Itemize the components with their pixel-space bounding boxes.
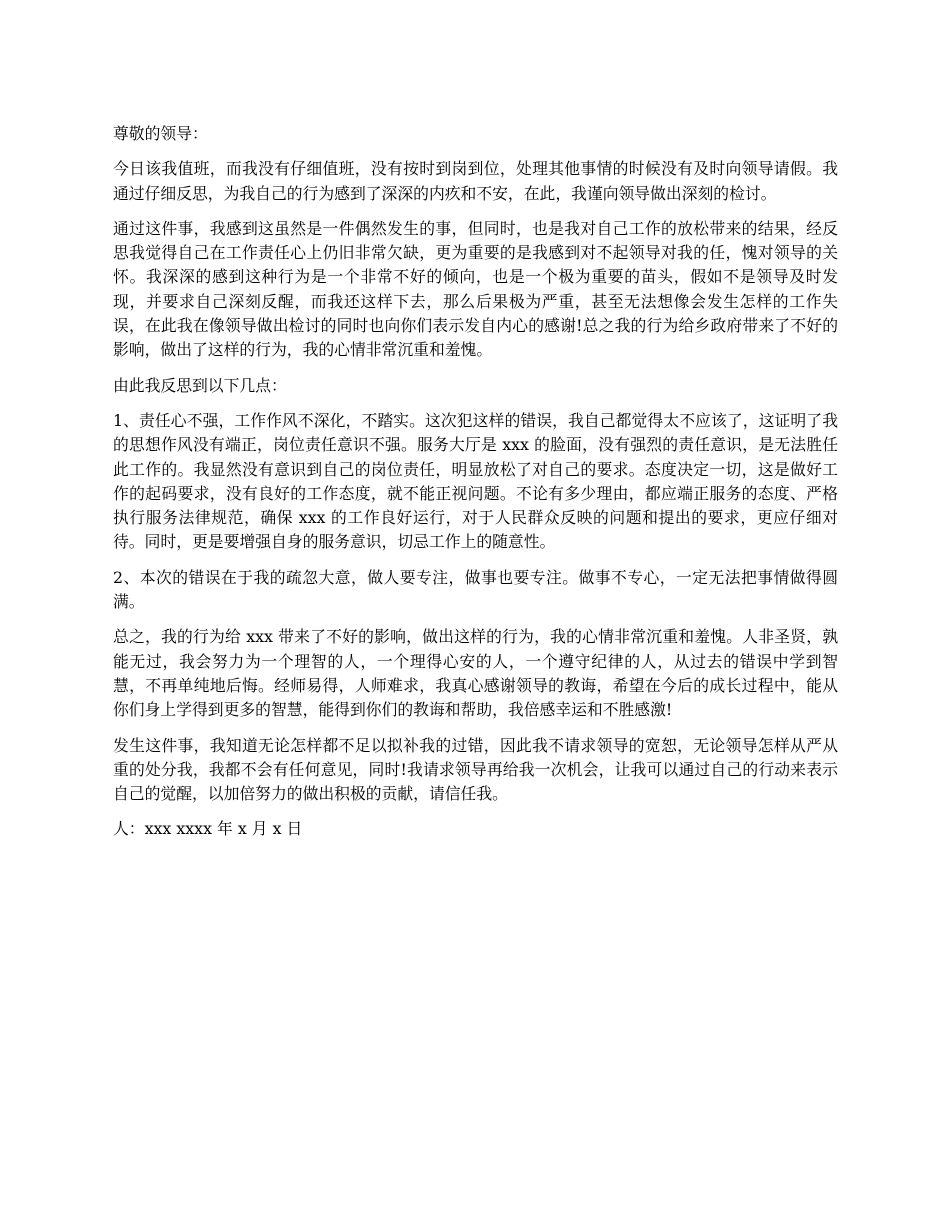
paragraph-5: 2、本次的错误在于我的疏忽大意，做人要专注，做事也要专注。做事不专心，一定无法把事情做得圆满。	[113, 567, 838, 612]
paragraph-1: 今日该我值班，而我没有仔细值班，没有按时到岗到位，处理其他事情的时候没有及时向领导请假。我通过仔细反思，为我自己的行为感到了深深的内疚和不安，在此，我谨向领导做出深刻的检讨。	[113, 159, 838, 203]
paragraph-7: 发生这件事，我知道无论怎样都不足以拟补我的过错，因此我不请求领导的宽恕，无论领导怎样从严从重的处分我，我都不会有任何意见，同时!我请求领导再给我一次机会，让我可以通过自己的行动来表示自己的觉醒，以加倍努力的做出积极的贡献，请信任我。	[113, 735, 838, 804]
paragraph-6: 总之，我的行为给 xxx 带来了不好的影响，做出这样的行为，我的心情非常沉重和羞愧。人非圣贤，孰能无过，我会努力为一个理智的人，一个理得心安的人，一个遵守纪律的人，从过去的错误中学到智慧，不再单纯地后悔。经师易得，人师难求，我真心感谢领导的教诲，希望在今后的成长过程中，能从你们身上学得到更多的智慧，能得到你们的教诲和帮助，我倍感幸运和不胜感激!	[113, 627, 838, 720]
paragraph-2: 通过这件事，我感到这虽然是一件偶然发生的事，但同时，也是我对自己工作的放松带来的结果，经反思我觉得自己在工作责任心上仍旧非常欠缺，更为重要的是我感到对不起领导对我的任，愧对领导的关怀。我深深的感到这种行为是一个非常不好的倾向，也是一个极为重要的苗头，假如不是领导及时发现，并要求自己深刻反醒，而我还这样下去，那么后果极为严重，甚至无法想像会发生怎样的工作失误，在此我在像领导做出检讨的同时也向你们表示发自内心的感谢!总之我的行为给乡政府带来了不好的影响，做出了这样的行为，我的心情非常沉重和羞愧。	[113, 218, 838, 360]
document-body	[113, 122, 838, 853]
paragraph-3: 由此我反思到以下几点：	[113, 375, 287, 395]
paragraph-4: 1、责任心不强，工作作风不深化，不踏实。这次犯这样的错误，我自己都觉得太不应该了，这证明了我的思想作风没有端正，岗位责任意识不强。服务大厅是 xxx 的脸面，没有强烈的责任意识，是无法胜任此工作的。我显然没有意识到自己的岗位责任，明显放松了对自己的要求。态度决定一切，这是做好工作的起码要求，没有良好的工作态度，就不能正视问题。不论有多少理由，都应端正服务的态度、严格执行服务法律规范，确保 xxx 的工作良好运行，对于人民群众反映的问题和提出的要求，更应仔细对待。同时，更是要增强自身的服务意识，切忌工作上的随意性。	[113, 410, 838, 552]
signature-line: 人：xxx xxxx 年 x 月 x 日	[113, 819, 303, 839]
salutation: 尊敬的领导：	[113, 124, 208, 143]
